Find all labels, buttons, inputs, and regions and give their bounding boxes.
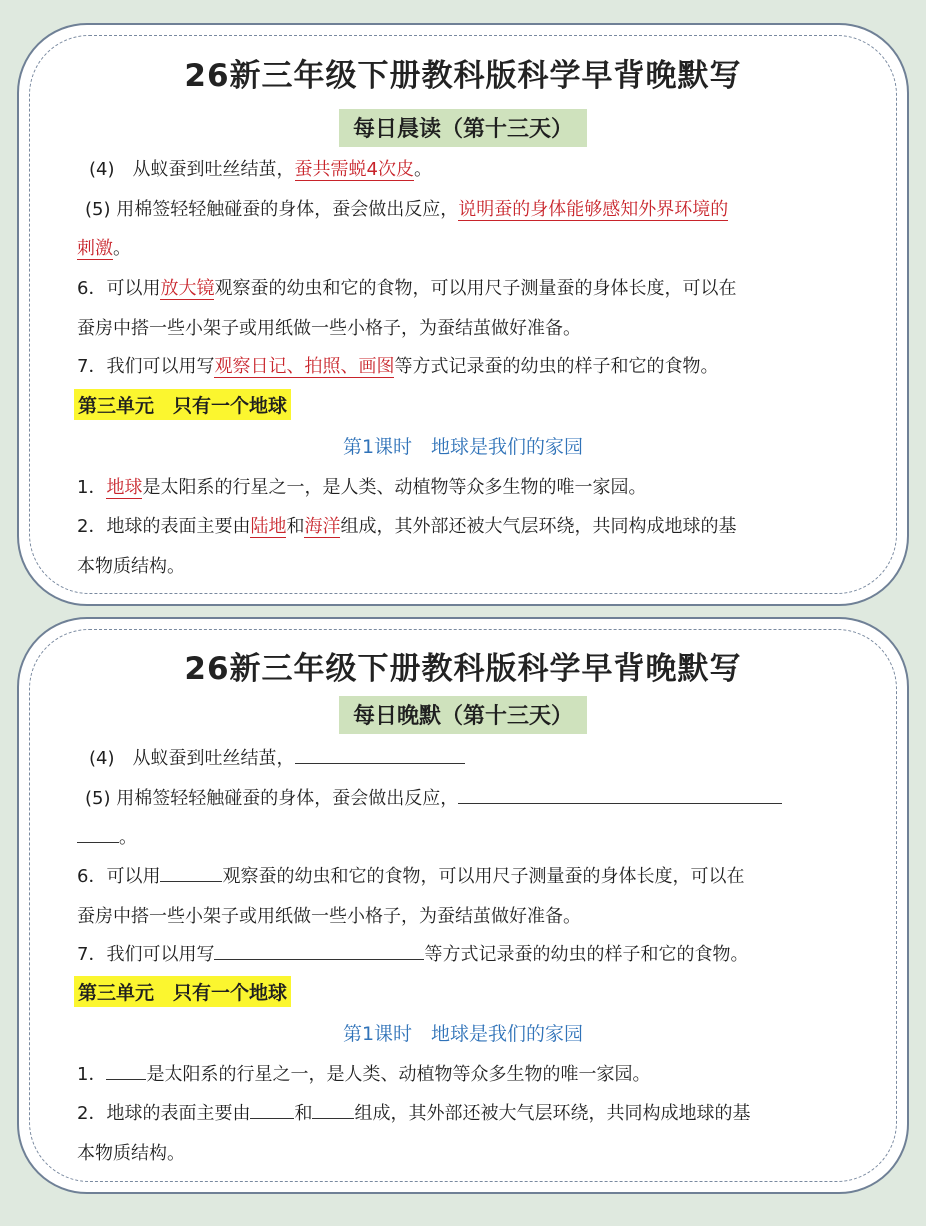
lesson-item-2-a: 2．地球的表面主要由 bbox=[77, 1103, 251, 1124]
unit-heading: 第三单元 只有一个地球 bbox=[74, 976, 291, 1007]
answer-ocean: 海洋 bbox=[304, 516, 341, 537]
card-subtitle: 每日晨读（第十三天） bbox=[339, 109, 587, 147]
unit-heading: 第三单元 只有一个地球 bbox=[74, 389, 291, 420]
blank-ocean[interactable] bbox=[312, 1099, 354, 1119]
item-7-text-c: 等方式记录蚕的幼虫的样子和它的食物。 bbox=[424, 944, 749, 965]
card-title: 26新三年级下册教科版科学早背晚默写 bbox=[184, 651, 742, 687]
blank-earth[interactable] bbox=[106, 1060, 146, 1080]
item-5-end: 。 bbox=[119, 827, 137, 848]
item-4-line bbox=[89, 744, 465, 770]
item-4-end: 。 bbox=[413, 159, 432, 180]
lesson-item-2-c: 和 bbox=[286, 516, 305, 537]
lesson-item-2-a: 2．地球的表面主要由 bbox=[77, 516, 251, 537]
item-7-line bbox=[77, 352, 718, 378]
item-5-cont-line bbox=[77, 234, 131, 260]
answer-molt-times: 蚕共需蜕4次皮 bbox=[294, 159, 414, 180]
evening-dictation-card bbox=[17, 617, 909, 1194]
lesson-item-2-cont-line: 本物质结构。 bbox=[77, 556, 185, 577]
answer-sense-environment: 说明蚕的身体能够感知外界环境的 bbox=[458, 199, 729, 220]
item-4-text: (4) 从蚁蚕到吐丝结茧， bbox=[89, 159, 295, 180]
lesson-item-1-num: 1． bbox=[77, 477, 107, 498]
item-5-text: (5) 用棉签轻轻触碰蚕的身体，蚕会做出反应， bbox=[85, 199, 459, 220]
lesson-item-2-e: 组成，其外部还被大气层环绕，共同构成地球的基 bbox=[340, 516, 737, 537]
item-6-text-a: 6．可以用 bbox=[77, 278, 161, 299]
item-5-line bbox=[85, 195, 728, 221]
item-6-line bbox=[77, 274, 736, 300]
card-subtitle: 每日晚默（第十三天） bbox=[339, 696, 587, 734]
item-6-cont-line: 蚕房中搭一些小架子或用纸做一些小格子，为蚕结茧做好准备。 bbox=[77, 906, 581, 927]
item-5-cont-line bbox=[77, 823, 137, 849]
lesson-item-2-c: 和 bbox=[294, 1103, 313, 1124]
lesson-item-1-num: 1． bbox=[77, 1064, 107, 1085]
answer-earth: 地球 bbox=[106, 477, 143, 498]
answer-record-methods: 观察日记、拍照、画图 bbox=[214, 356, 395, 377]
item-4-text: (4) 从蚁蚕到吐丝结茧， bbox=[89, 748, 295, 769]
lesson-heading: 第1课时 地球是我们的家园 bbox=[342, 436, 584, 458]
blank-record-methods[interactable] bbox=[214, 940, 424, 960]
blank-molt-times[interactable] bbox=[295, 744, 465, 764]
lesson-item-2-cont-line: 本物质结构。 bbox=[77, 1143, 185, 1164]
lesson-item-1-line bbox=[77, 1060, 650, 1086]
item-7-text-c: 等方式记录蚕的幼虫的样子和它的食物。 bbox=[394, 356, 719, 377]
lesson-item-1-line bbox=[77, 473, 646, 499]
lesson-item-1-text: 是太阳系的行星之一，是人类、动植物等众多生物的唯一家园。 bbox=[142, 477, 647, 498]
answer-magnifier: 放大镜 bbox=[160, 278, 215, 299]
item-7-text-a: 7．我们可以用写 bbox=[77, 356, 215, 377]
item-5-text: (5) 用棉签轻轻触碰蚕的身体，蚕会做出反应， bbox=[85, 788, 459, 809]
lesson-item-1-text: 是太阳系的行星之一，是人类、动植物等众多生物的唯一家园。 bbox=[146, 1064, 651, 1085]
item-6-text-c: 观察蚕的幼虫和它的食物，可以用尺子测量蚕的身体长度，可以在 bbox=[214, 278, 737, 299]
item-5-line bbox=[85, 784, 782, 810]
blank-magnifier[interactable] bbox=[160, 862, 222, 882]
card-title: 26新三年级下册教科版科学早背晚默写 bbox=[184, 58, 742, 94]
item-7-text-a: 7．我们可以用写 bbox=[77, 944, 215, 965]
answer-land: 陆地 bbox=[250, 516, 287, 537]
lesson-item-2-e: 组成，其外部还被大气层环绕，共同构成地球的基 bbox=[354, 1103, 751, 1124]
morning-reading-card bbox=[17, 23, 909, 606]
item-6-text-a: 6．可以用 bbox=[77, 866, 161, 887]
item-6-line bbox=[77, 862, 744, 888]
item-4-line bbox=[89, 155, 432, 181]
item-7-line bbox=[77, 940, 748, 966]
lesson-item-2-line bbox=[77, 1099, 750, 1125]
lesson-heading: 第1课时 地球是我们的家园 bbox=[342, 1023, 584, 1045]
lesson-item-2-line bbox=[77, 512, 736, 538]
blank-stimulus[interactable] bbox=[77, 823, 119, 843]
blank-land[interactable] bbox=[250, 1099, 294, 1119]
item-5-end: 。 bbox=[113, 238, 131, 259]
blank-sense-environment[interactable] bbox=[458, 784, 782, 804]
item-6-text-c: 观察蚕的幼虫和它的食物，可以用尺子测量蚕的身体长度，可以在 bbox=[222, 866, 745, 887]
item-6-cont-line: 蚕房中搭一些小架子或用纸做一些小格子，为蚕结茧做好准备。 bbox=[77, 318, 581, 339]
answer-stimulus: 刺激 bbox=[77, 238, 113, 259]
